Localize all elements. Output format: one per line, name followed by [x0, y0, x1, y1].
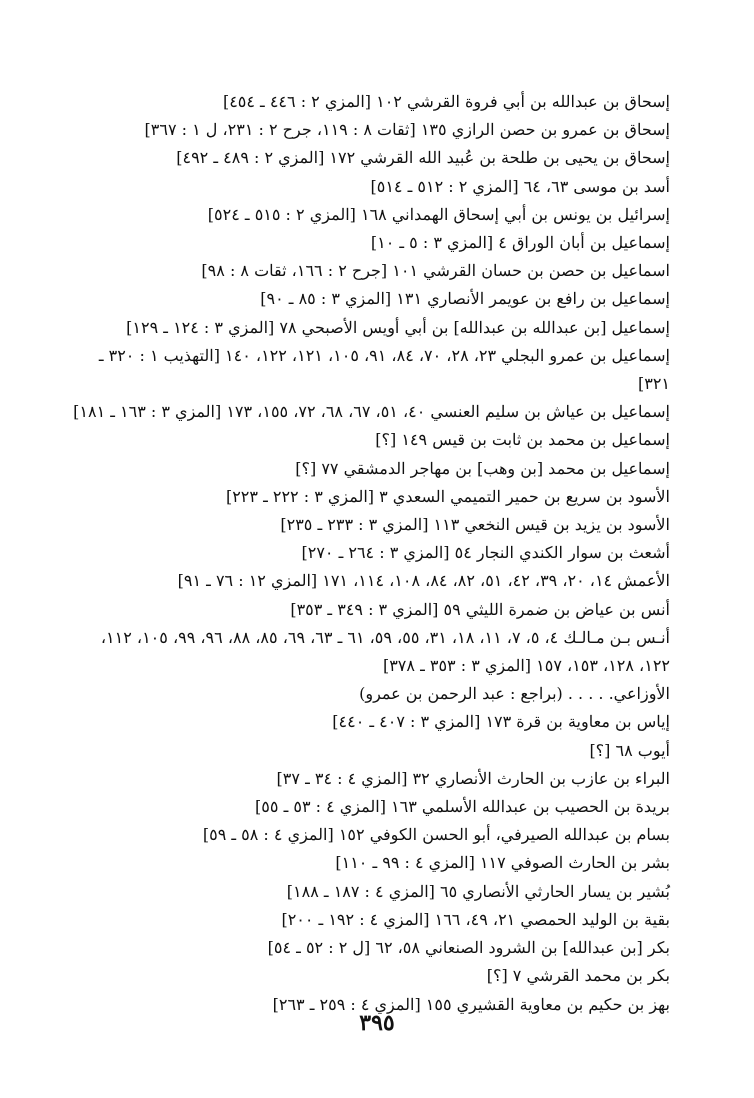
index-entry: إسماعيل بن محمد بن ثابت بن قيس ١٤٩ [؟]	[375, 430, 670, 450]
index-entry: إياس بن معاوية بن قرة ١٧٣ [المزي ٣ : ٤٠٧ ـ ٤٤٠]	[332, 712, 670, 732]
index-entry: أنس بن عياض بن ضمرة الليثي ٥٩ [المزي ٣ : ٣٤٩ ـ ٣٥٣]	[290, 599, 670, 619]
index-entry: إسماعيل بن عياش بن سليم العنسي ٤٠، ٥١، ٦٧، ٦٨، ٧٢، ١٥٥، ١٧٣ [المزي ٣ : ١٦٣ ـ ١٨١]	[73, 402, 670, 422]
index-entry: أيوب ٦٨ [؟]	[589, 740, 670, 760]
page-number: ٣٩٥	[359, 1010, 395, 1036]
index-entry: أسد بن موسى ٦٣، ٦٤ [المزي ٢ : ٥١٢ ـ ٥١٤]	[370, 176, 670, 196]
index-entry: بشر بن الحارث الصوفي ١١٧ [المزي ٤ : ٩٩ ـ ١١٠]	[335, 853, 670, 873]
index-entry: بريدة بن الحصيب بن عبدالله الأسلمي ١٦٣ [المزي ٤ : ٥٣ ـ ٥٥]	[255, 797, 670, 817]
index-entry: بكر [بن عبدالله] بن الشرود الصنعاني ٥٨، ٦٢ [ل ٢ : ٥٢ ـ ٥٤]	[267, 938, 670, 958]
index-entry: إسماعيل بن عمرو البجلي ٢٣، ٢٨، ٧٠، ٨٤، ٩١، ١٠٥، ١٢١، ١٢٢، ١٤٠ [التهذيب ١ : ٣٢٠ ـ ٣٢١]	[98, 345, 670, 394]
index-entry: بقية بن الوليد الحمصي ٢١، ٤٩، ١٦٦ [المزي ٤ : ١٩٢ ـ ٢٠٠]	[281, 909, 670, 929]
index-entry: إسحاق بن عمرو بن حصن الرازي ١٣٥ [ثقات ٨ : ١١٩، جرح ٢ : ٢٣١، ل ١ : ٣٦٧]	[144, 120, 670, 140]
index-entry: إسحاق بن عبدالله بن أبي فروة القرشي ١٠٢ [المزي ٢ : ٤٤٦ ـ ٤٥٤]	[222, 92, 670, 111]
index-entry: إسحاق بن يحيى بن طلحة بن عُبيد الله القرشي ١٧٢ [المزي ٢ : ٤٨٩ ـ ٤٩٢]	[176, 148, 670, 168]
index-entry: بُشير بن يسار الحارثي الأنصاري ٦٥ [المزي ٤ : ١٨٧ ـ ١٨٨]	[286, 881, 670, 901]
index-entry: إسماعيل بن محمد [بن وهب] بن مهاجر الدمشقي ٧٧ [؟]	[295, 458, 670, 478]
index-entry: اسماعيل بن حصن بن حسان القرشي ١٠١ [جرح ٢ : ١٦٦، ثقات ٨ : ٩٨]	[201, 261, 670, 281]
index-entry: الأوزاعي. . . . . (براجع : عبد الرحمن بن عمرو)	[359, 684, 670, 704]
index-entry: إسرائيل بن يونس بن أبي إسحاق الهمداني ١٦٨ [المزي ٢ : ٥١٥ ـ ٥٢٤]	[207, 204, 670, 224]
index-entry: أشعث بن سوار الكندي النجار ٥٤ [المزي ٣ : ٢٦٤ ـ ٢٧٠]	[301, 543, 670, 563]
index-entry: إسماعيل بن رافع بن عويمر الأنصاري ١٣١ [المزي ٣ : ٨٥ ـ ٩٠]	[260, 289, 670, 309]
index-entry: أنـس بـن مـالـك ٤، ٥، ٧، ١١، ١٨، ٣١، ٥٥، ٥٩، ٦١ ـ ٦٣، ٦٩، ٨٥، ٨٨، ٩٦، ٩٩، ١٠٥، ١١٢، ١٢٢، ١٢٨، ١٥٣، ١٥٧ [المزي ٣ : ٣٥٣ ـ ٣٧٨]	[100, 627, 670, 676]
index-entries	[70, 88, 670, 1019]
index-entry: البراء بن عازب بن الحارث الأنصاري ٣٢ [المزي ٤ : ٣٤ ـ ٣٧]	[276, 768, 670, 788]
index-entry: بسام بن عبدالله الصيرفي، أبو الحسن الكوفي ١٥٢ [المزي ٤ : ٥٨ ـ ٥٩]	[202, 825, 670, 845]
index-entry: إسماعيل بن أبان الوراق ٤ [المزي ٣ : ٥ ـ ١٠]	[370, 233, 670, 253]
index-entry: الأسود بن يزيد بن قيس النخعي ١١٣ [المزي ٣ : ٢٣٣ ـ ٢٣٥]	[280, 515, 670, 535]
index-entry: بهز بن حكيم بن معاوية القشيري ١٥٥ [المزي ٤ : ٢٥٩ ـ ٢٦٣]	[272, 994, 670, 1014]
index-entry: بكر بن محمد القرشي ٧ [؟]	[486, 966, 670, 986]
index-entry: الأسود بن سريع بن حمير التميمي السعدي ٣ [المزي ٣ : ٢٢٢ ـ ٢٢٣]	[225, 486, 670, 506]
index-entry: الأعمش ١٤، ٢٠، ٣٩، ٤٢، ٥١، ٨٢، ٨٤، ١٠٨، ١١٤، ١٧١ [المزي ١٢ : ٧٦ ـ ٩١]	[177, 571, 670, 591]
index-entry: إسماعيل [بن عبدالله بن عبدالله] بن أبي أويس الأصبحي ٧٨ [المزي ٣ : ١٢٤ ـ ١٢٩]	[126, 317, 670, 337]
